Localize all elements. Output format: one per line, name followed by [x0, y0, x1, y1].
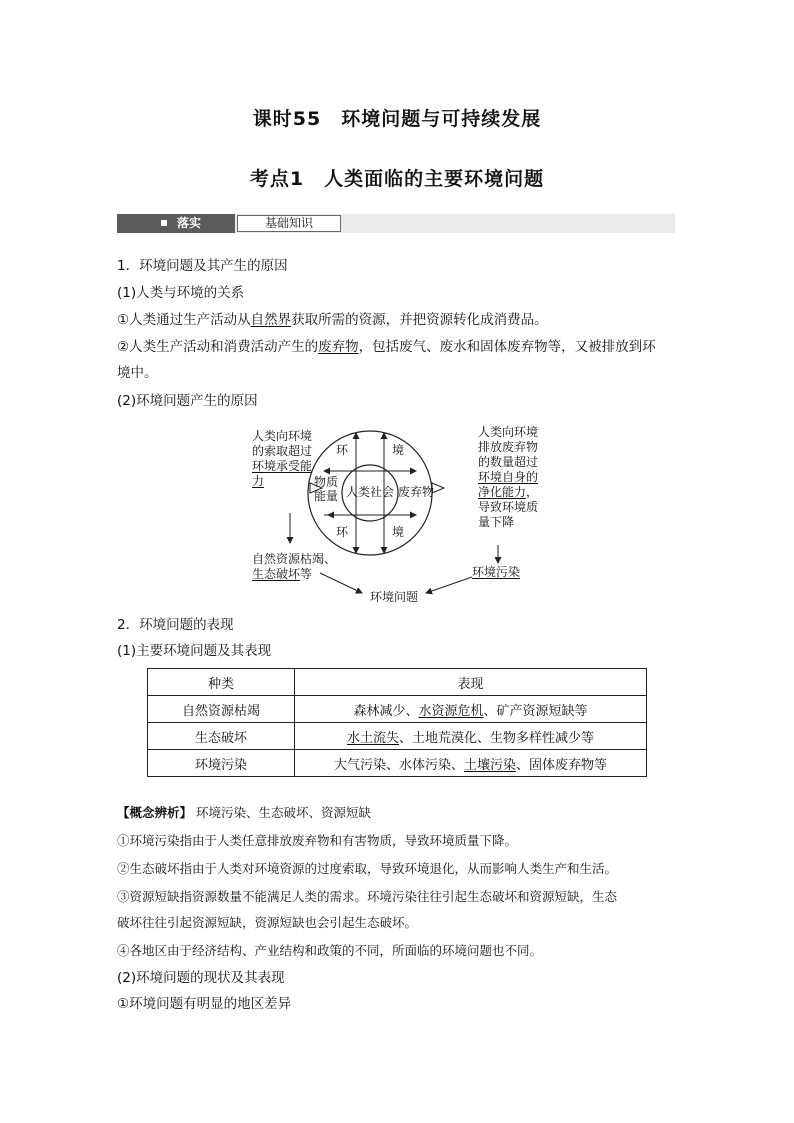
table-row [148, 750, 647, 777]
bottom-left-2-underlined: 生态破坏 [252, 567, 301, 581]
right-text-2: 排放废弃物 [478, 440, 539, 454]
table-header-cell: 种类 [148, 669, 295, 696]
concept-head-text: 环境污染、生态破坏、资源短缺 [196, 805, 372, 820]
right-text-7: 量下降 [478, 515, 515, 529]
section-tag [117, 214, 235, 233]
underlined-answer: 水土流失 [346, 730, 399, 746]
right-text-5-underlined: 净化能力 [478, 485, 527, 499]
section1-sub1: (1)人类与环境的关系 [117, 285, 245, 301]
text-span: ②人类生产活动和消费活动产生的 [117, 339, 319, 355]
table-cell-desc [295, 696, 647, 723]
bottom-left-2 [252, 567, 312, 582]
cause-diagram [240, 425, 570, 610]
section1-sub2: (2)环境问题产生的原因 [117, 393, 258, 409]
text-span: 森林减少、 [353, 703, 419, 719]
square-bullet-icon [161, 220, 167, 226]
material-label-1: 物质 [314, 475, 339, 489]
text-span: 、土地荒漠化、生物多样性减少等 [399, 730, 595, 746]
text-span: 、矿产资源短缺等 [483, 703, 588, 719]
section3-sub2: (2)环境问题的现状及其表现 [117, 970, 285, 986]
right-text-3: 的数量超过 [478, 455, 539, 469]
section2-sub1: (1)主要环境问题及其表现 [117, 643, 272, 659]
table-cell-type: 生态破坏 [148, 723, 295, 750]
section1-item1 [117, 310, 548, 330]
underlined-answer: 废弃物 [318, 339, 359, 355]
table-cell-desc [295, 723, 647, 750]
text-span: ，包括废气、废水和固体废弃物等，又被排放到环 [358, 339, 656, 355]
text-span: ①人类通过生产活动从 [117, 312, 251, 328]
right-text-6: 导致环境质 [478, 500, 539, 514]
right-text-1: 人类向环境 [478, 425, 539, 439]
underlined-answer: 自然界 [250, 312, 292, 328]
left-text-3: 环境承受能 [252, 459, 313, 473]
section-bar [117, 214, 675, 233]
concept-p4: ④各地区由于经济结构、产业结构和政策的不同，所面临的环境问题也不同。 [117, 943, 543, 958]
section1-item2-cont: 境中。 [117, 365, 158, 381]
bottom-left-1: 自然资源枯竭、 [252, 552, 337, 566]
ring-label-br: 境 [392, 525, 405, 539]
concept-p2: ②生态破坏指由于人类对环境资源的过度索取，导致环境退化，从而影响人类生产和生活。 [117, 861, 618, 876]
material-label-2: 能量 [314, 489, 339, 503]
table-header-cell: 表现 [295, 669, 647, 696]
lesson-title: 课时55 环境问题与可持续发展 [252, 108, 542, 130]
right-text-5 [478, 485, 538, 500]
bottom-left-2-suffix: 等 [300, 567, 313, 581]
right-text-5-comma: ， [526, 485, 539, 499]
section1-item2 [117, 337, 656, 357]
concept-heading [117, 803, 371, 823]
text-span: 、固体废弃物等 [516, 757, 608, 773]
section2-heading: 2．环境问题的表现 [117, 617, 234, 633]
problems-table [147, 668, 647, 777]
underlined-answer: 土壤污染 [463, 757, 516, 773]
ring-label-tr: 境 [392, 443, 405, 457]
topic-title: 考点1 人类面临的主要环境问题 [249, 168, 545, 190]
center-label: 人类社会 [346, 485, 395, 499]
text-span: 大气污染、水体污染、 [333, 757, 464, 773]
bottom-center: 环境问题 [370, 590, 419, 604]
table-header-row [148, 669, 647, 696]
table-row [148, 696, 647, 723]
left-text-2: 的索取超过 [252, 444, 313, 458]
concept-head-tag: 【概念辨析】 [117, 805, 193, 820]
arrow-to-problem-right [426, 577, 472, 593]
concept-p3a: ③资源短缺指资源数量不能满足人类的需求。环境污染往往引起生态破坏和资源短缺，生态 [117, 889, 618, 904]
table-cell-type: 自然资源枯竭 [148, 696, 295, 723]
ring-label-tl: 环 [336, 443, 349, 457]
section-label: 基础知识 [237, 215, 341, 232]
concept-p3b: 破坏往往引起资源短缺，资源短缺也会引起生态破坏。 [117, 915, 418, 930]
left-text-4: 力 [252, 474, 265, 488]
text-span: 获取所需的资源，并把资源转化成消费品。 [291, 312, 548, 328]
table-row [148, 723, 647, 750]
ring-label-bl: 环 [336, 525, 349, 539]
section1-heading: 1．环境问题及其产生的原因 [117, 258, 288, 274]
table-cell-desc [295, 750, 647, 777]
waste-label: 废弃物 [398, 485, 435, 499]
concept-p1: ①环境污染指由于人类任意排放废弃物和有害物质，导致环境质量下降。 [117, 833, 518, 848]
arrow-to-problem-left [320, 573, 362, 593]
section-tag-text: 落实 [177, 216, 202, 230]
bottom-right: 环境污染 [472, 565, 521, 579]
section3-item1: ①环境问题有明显的地区差异 [117, 996, 292, 1012]
table-cell-type: 环境污染 [148, 750, 295, 777]
left-text-1: 人类向环境 [252, 429, 313, 443]
underlined-answer: 水资源危机 [418, 703, 484, 719]
right-text-4: 环境自身的 [478, 470, 539, 484]
